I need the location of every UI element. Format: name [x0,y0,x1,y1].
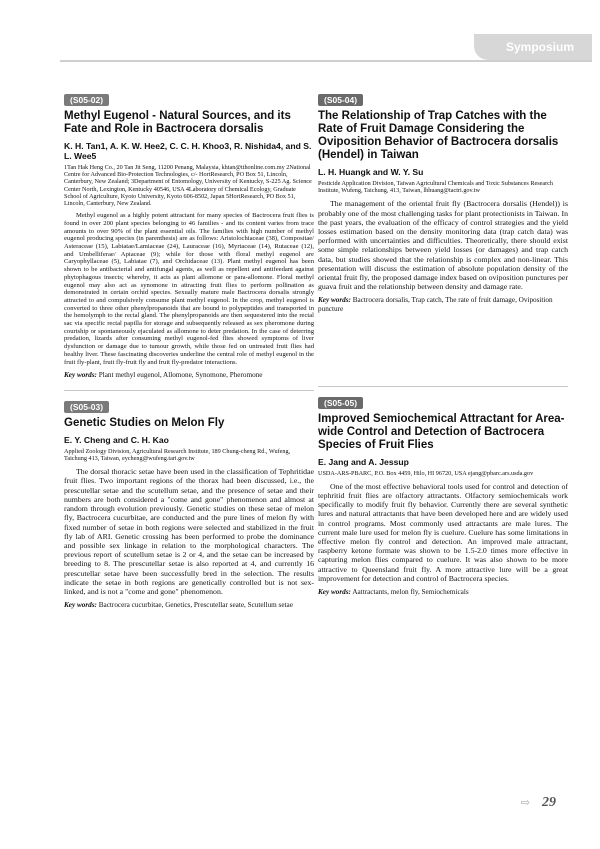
article-affiliations: USDA-ARS-PBARC, P.O. Box 4459, Hilo, HI 96720, USA ejang@pbarc.ars.usda.gov [318,469,534,477]
arrow-right-icon: ⇨ [520,797,530,809]
keywords-label: Key words: [318,296,351,305]
article-s05-02 [64,90,314,380]
article-code: (S05-05) [318,397,363,409]
right-column [318,90,568,607]
divider [64,390,314,391]
header-rule [60,60,592,62]
article-code: (S05-02) [64,94,109,106]
article-title: Improved Semiochemical Attractant for Area-wide Control and Detection of Bactrocera Species of Fruit Flies [318,412,565,451]
keywords-text: Aattractants, melon fly, Semiochemicals [352,588,469,597]
article-affiliations: 1Tan Hak Heng Co., 20 Tan Jit Seng, 11200 Penang, Malaysia, khtan@tthonline.com.my 2National Centre for Advanced Bio-Protection Technologies, c/- HortResearch, PO Box 51, Lincoln, Canterbury, New Zealand; 3Department of Entomology, University of Kentucky, S-225 Ag. Science Center North, Lexington, Kentucky 40546, USA 4Laboratory of Chemical Ecology, Graduate School of Agriculture, Kyoto University, Kyoto 606-8502, Japan 5HortResearch, PO Box 51, Lincoln, Canterbury, New Zealand. [64,164,312,208]
article-abstract: The dorsal thoracic setae have been used in the classification of Tephritidae fruit flies. Two important regions of the thorax had been discussed, i.e., the prescutellar setae and the scutellum setae, and the presence of setae and their numbers are both considered a "come and gone" phenomenon and almost at random through evolution previously. Genetic studies on these setae of melon fly, Bactrocera cucurbitae, are conducted and the pure lines of melon fly with fixed number of setae in both regions were selected and stabilized in the fruit fly lab of ARI. Genetic crossing has been performed to probe the dominance and possible sex linkage in relation to the morphological characters. The previous report of scutellum setae is 2 or 4, and the setae can be increased by breeding to 8. The prescutellar setae is also reported at 4, and currently 16 prescutellar setae have been successfully bred in the selection. The results indicate the setae in both regions are genetically controlled but is not sex-linked, and is not a "come and gone" phenomenon. [64,467,314,596]
article-code: (S05-03) [64,401,109,413]
article-authors: K. H. Tan1, A. K. W. Hee2, C. C. H. Khoo3, R. Nishida4, and S. L. Wee5 [64,141,312,161]
keywords-label: Key words: [64,371,97,380]
article-abstract: Methyl eugenol as a highly potent attractant for many species of Bactrocera fruit flies is found in over 200 plant species belonging to 46 families - and its content varies from trace amounts to over 90% of the plant essential oils. The families with high number of methyl eugenol producing species (in parenthesis) are as follows: Aristolochiaceae (38), Compositae/ Asteraceae (15), Labiatae/Lamiaceae (24), Lauraceae (16), Myrtaceae (14), Rutaceae (12), and Umbelliferae/ Apiaceae (9); while for those with floral methyl eugenol are Caryophyllaceae (5), Labiatae (7), and Orchidaceae (13). Plant methyl eugenol has been shown to be antibacterial and antifungal agents, as well as repellent and antifeedant against phytophagous insects; whereby, it acts as plant allomone or para-allomone. Floral methyl eugenol may also act as synomone in attracting fruit flies to perform pollination as demonstrated in certain orchid species. Sexually mature male Bactrocera dorsalis strongly attracted to and compulsively consume plant methyl eugenol. In the crop, methyl eugenol is converted to three other phenylpropanoids that are bound to polypeptides and transported in the hemolymph to the rectal gland. The phenylpropanoids are then sequestered into the rectal sac via specific rectal papilla for storage and subsequently released as sex pheromone during courtship or spontaneously ejaculated as allomone to deter predation. In the case of deterring predation, lizards after consuming methyl eugenol-fed flies showed symptoms of liver dysfunction or damage due to tumour growth, while those fed on untreated fruit flies had healthy liver. These fascinating discoveries underline the central role of methyl eugenol in the fruit fly-plant, fruit fly-fruit fly and fruit fly-predator interactions. [64,212,314,366]
article-s05-05 [318,393,568,597]
keywords-label: Key words: [318,588,351,597]
article-title: Methyl Eugenol - Natural Sources, and its Fate and Role in Bactrocera dorsalis [64,110,291,135]
article-authors: L. H. Huangk and W. Y. Su [318,167,424,177]
article-affiliations: Applied Zoology Division, Agricultural Research Institute, 189 Chung-cheng Rd., Wufeng, Taichung 413, Taiwan, eycheng@wufeng.tari.gov.tw [64,447,291,463]
article-code: (S05-04) [318,94,363,106]
article-s05-04 [318,90,568,314]
article-title: The Relationship of Trap Catches with the Rate of Fruit Damage Considering the Oviposition Behavior of Bactrocera dorsalis (Hendel) in Taiwan [318,110,559,161]
article-title: Genetic Studies on Melon Fly [64,416,225,429]
divider [318,386,568,387]
section-label: Symposium [505,40,574,54]
keywords-text: Bactrocera cucurbitae, Genetics, Prescutellar seate, Scutellum setae [98,601,293,610]
article-keywords [318,588,568,597]
keywords-text: Bactrocera dorsalis, Trap catch, The rate of fruit damage, Oviposition puncture [318,296,553,314]
article-keywords [64,371,314,380]
keywords-text: Plant methyl eugenol, Allomone, Synomone, Pheromone [98,371,263,380]
left-column [64,90,314,620]
article-authors: E. Y. Cheng and C. H. Kao [64,434,169,445]
article-affiliations: Pesticide Application Division, Taiwan Agricultural Chemicals and Toxic Substances Research Institute, Wufeng, Taichung, 413, Taiwan, lhhuang@tactri.gov.tw [318,180,554,195]
article-keywords [318,296,568,313]
keywords-label: Key words: [64,601,97,610]
article-s05-03 [64,397,314,610]
article-keywords [64,601,314,610]
page-number: 29 [542,795,556,810]
article-abstract: The management of the oriental fruit fly (Bactrocera dorsalis (Hendel)) is probably one of the most challenging tasks for plant protectionists in Taiwan. In the past years, the evaluation of the efficacy of control strategies and the yield losses estimation based on the density monitoring data (trap catch data) was performed with uncertainties and difficulties. Theoretically, there should exist some simple relationships between yield losses (or damages) and trap catch data, but studies showed that the relationship is complex and non-linear. This presentation will discuss the estimation of absolute population density of the oriental fruit fly, the proposed damage index based on oviposition punctures per guava fruit and the relationship between density and damage rate. [318,199,568,292]
article-abstract: One of the most effective behavioral tools used for control and detection of tephritid fruit flies are olfactory attractants. Olfactory semiochemicals work specifically to modify fruit fly behavior. Currently there are several synthetic lures and natural attractants that have been developed here and are widely used in control programs. Most commonly used attractants are male lures. The current male lure used for melon fly is cuelure. Cuelure has some limitations in effective melon fly control and detection. An improved male attractant, raspberry ketone formate was shown to be 1.5-2.0 times more effective in capturing melon flies compared to cuelure. It was also shown to be more attractive to Queensland fruit fly. A more attractive lure will be a great improvement for detection and control of Bactrocera species. [318,481,568,583]
article-authors: E. Jang and A. Jessup [318,456,409,467]
section-tab [474,34,592,60]
